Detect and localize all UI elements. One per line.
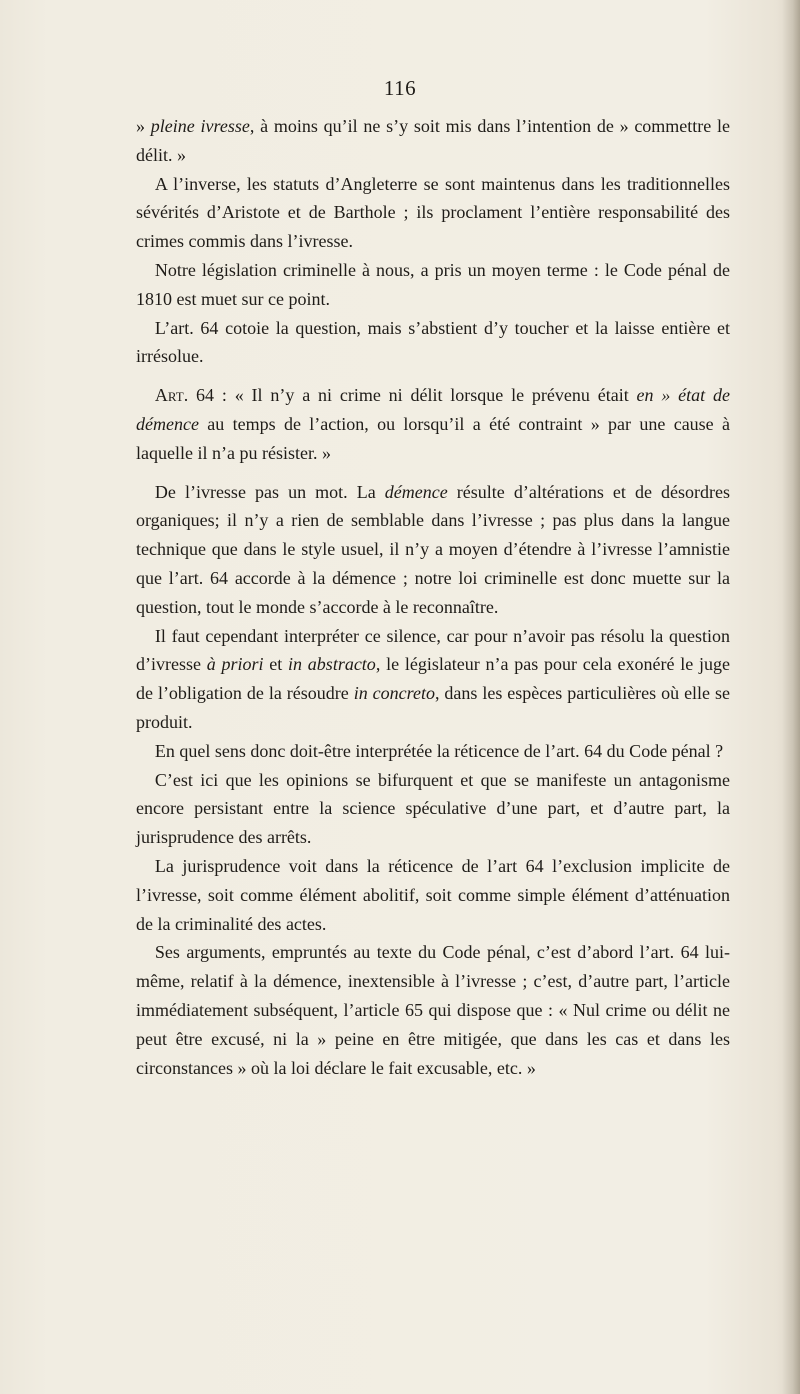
paragraph	[136, 766, 730, 852]
text-segment: , dans les espèces particulières où elle se produit.	[136, 683, 730, 732]
paragraph	[136, 112, 730, 170]
text-segment: Notre législation criminelle à nous, a pris un moyen terme : le Code pénal de 1810 est muet sur ce point.	[136, 259, 730, 309]
text-segment: De l’ivresse pas un mot. La	[154, 481, 385, 502]
text-segment: »	[136, 116, 151, 136]
paragraph	[136, 938, 730, 1082]
paragraph	[136, 622, 730, 737]
text-segment: , à moins qu’il ne s’y soit mis dans l’intention de » commettre le délit. »	[136, 116, 731, 165]
paragraph	[136, 381, 730, 467]
italic-text: in abstracto	[288, 654, 376, 675]
page-number: 116	[383, 76, 417, 100]
article-label: Art.	[154, 385, 189, 406]
text-segment: , le législateur n’a pas pour cela exonéré le juge de l’obligation de la résoudre	[136, 654, 730, 704]
page-edge-shadow	[782, 0, 800, 1394]
paragraph	[136, 314, 730, 372]
paragraph	[136, 170, 730, 256]
italic-text: pleine ivresse	[150, 116, 250, 136]
text-segment: En quel sens donc doit-être interprétée la réticence de l’art. 64 du Code pénal ?	[154, 740, 724, 761]
paragraph	[136, 256, 730, 314]
text-segment: C’est ici que les opinions se bifurquent et que se manifeste un antagonisme encore persistant entre la science spéculative d’une part, et d’autre part, la jurisprudence des arrêts.	[136, 769, 730, 848]
italic-text: en » état de démence	[136, 385, 730, 434]
text-segment: A l’inverse, les statuts d’Angleterre se sont maintenus dans les traditionnelles sévérités d’Aristote et de Barthole ; ils proclament l’entière responsabilité des crimes commis dans l’ivresse.	[136, 173, 730, 252]
text-segment: Il faut cependant interpréter ce silence, car pour n’avoir pas résolu la question d’ivresse	[136, 625, 730, 675]
text-segment: L’art. 64 cotoie la question, mais s’abstient d’y toucher et la laisse entière et irrésolue.	[136, 317, 730, 367]
italic-text: in concreto	[353, 683, 435, 704]
text-segment: 64 : « Il n’y a ni crime ni délit lorsque le prévenu était	[188, 385, 637, 406]
text-segment: Ses arguments, empruntés au texte du Code pénal, c’est d’abord l’art. 64 lui-même, relatif à la démence, inextensible à l’ivresse ; c’est, d’autre part, l’article immédiatement subséquent, l’article 65 qui dispose que : « Nul crime ou délit ne peut être excusé, ni la » peine en être mitigée, que dans les cas et dans les circonstances » où la loi déclare le fait excusable, etc. »	[136, 942, 730, 1078]
text-segment: La jurisprudence voit dans la réticence de l’art 64 l’exclusion implicite de l’ivresse, soit comme élément abolitif, soit comme simple élément d’atténuation de la criminalité des actes.	[136, 855, 730, 934]
text-segment: résulte d’altérations et de désordres organiques; il n’y a rien de semblable dans l’ivresse ; pas plus dans la langue technique que dans le style usuel, il n’y a moyen d’étendre à l’ivresse l’amnistie que l’art. 64 accorde à la démence ; notre loi criminelle est donc muette sur la question, tout le monde s’accorde à le reconnaître.	[136, 481, 730, 617]
text-segment: et	[263, 654, 289, 675]
text-segment: au temps de l’action, ou lorsqu’il a été contraint » par une cause à laquelle il n’a pu résister. »	[136, 413, 730, 463]
paragraph	[136, 478, 730, 622]
paragraph	[136, 852, 730, 938]
body-text	[136, 112, 730, 1082]
italic-text: à priori	[206, 654, 264, 675]
italic-text: démence	[384, 481, 448, 502]
paragraph	[136, 737, 730, 766]
